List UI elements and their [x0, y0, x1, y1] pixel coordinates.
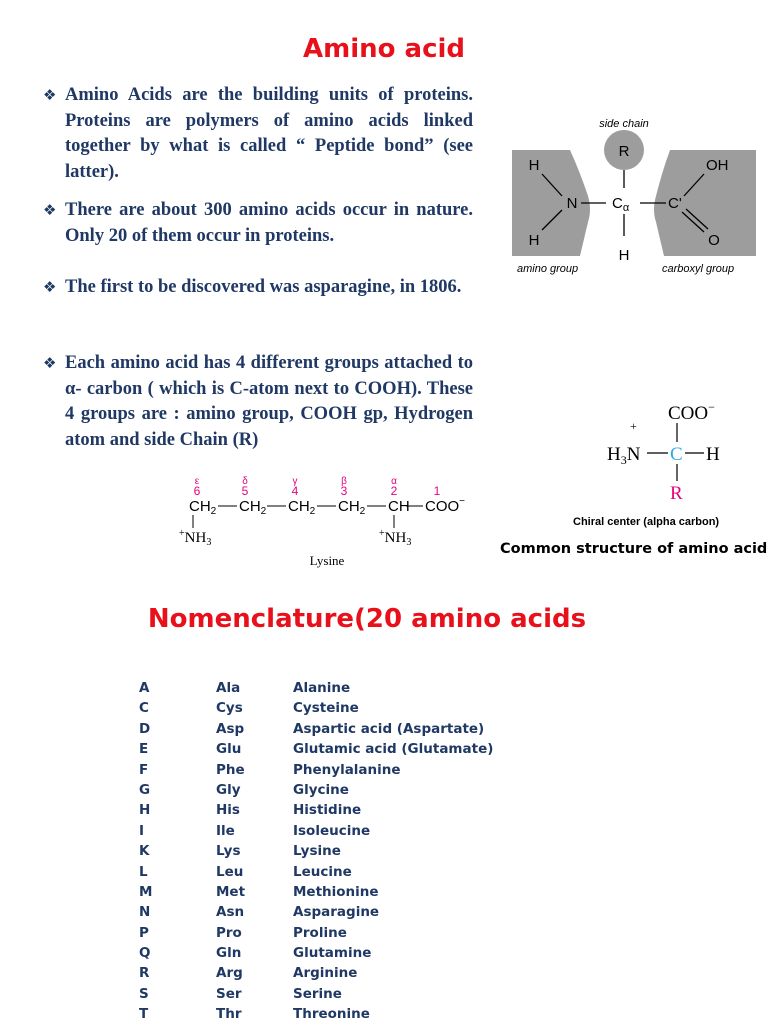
epsilon-amino-group: $^+NH_3$: [179, 528, 212, 548]
amino-acid-name: Aspartic acid (Aspartate): [293, 720, 485, 737]
hydrogen-label: H: [706, 444, 720, 465]
carbon-number-4: 4: [291, 484, 299, 498]
three-letter-code: Phe: [216, 761, 245, 778]
oxygen-label: O: [708, 232, 720, 249]
three-letter-code: Leu: [216, 863, 244, 880]
three-letter-code: Ser: [216, 985, 242, 1002]
one-letter-code: G: [139, 781, 151, 798]
bullet-text: Amino Acids are the building units of proteins. Proteins are polymers of amino acids linked together by what is called “ Peptide bond” (see latter).: [65, 85, 473, 182]
table-row: [0, 986, 768, 1006]
table-row: [0, 843, 768, 863]
carbon-number-3: 3: [340, 484, 348, 498]
one-letter-code: S: [139, 985, 149, 1002]
chiral-carbon-label: C: [670, 444, 683, 465]
three-letter-code: Asn: [216, 904, 245, 921]
one-letter-code: N: [139, 904, 151, 921]
amino-acid-name: Leucine: [293, 863, 352, 880]
table-row: [0, 782, 768, 802]
table-row: [0, 864, 768, 884]
alpha-amino-group: $^+NH_3$: [379, 528, 412, 548]
amino-acid-name: Proline: [293, 924, 347, 941]
bullet-text: The first to be discovered was asparagine, in 1806.: [65, 277, 462, 297]
lysine-caption: Lysine: [309, 553, 345, 568]
amino-acid-structure-diagram: [500, 112, 768, 282]
bullet-count: [43, 198, 473, 249]
bullet-first-discovered: [43, 275, 473, 301]
alpha-carbon-label: $C_\alpha$: [612, 195, 630, 214]
hydroxyl-label: OH: [706, 157, 729, 174]
amino-acid-name: Glutamine: [293, 945, 372, 962]
chiral-center-diagram: [600, 395, 740, 510]
r-group-label: R: [618, 143, 630, 160]
epsilon-label: ε: [194, 476, 200, 487]
diamond-bullet-icon: ❖: [43, 354, 57, 372]
ch2-group: $CH_2$: [189, 498, 217, 517]
one-letter-code: E: [139, 741, 149, 758]
amino-acid-table: [0, 680, 768, 1027]
three-letter-code: Met: [216, 883, 246, 900]
table-row: [0, 884, 768, 904]
table-row: [0, 741, 768, 761]
one-letter-code: R: [139, 965, 150, 982]
plus-charge: +: [630, 419, 637, 433]
amine-h-top: H: [528, 157, 540, 174]
three-letter-code: Pro: [216, 924, 242, 941]
nomenclature-title: Nomenclature(20 amino acids: [147, 604, 587, 634]
amino-acid-name: Glycine: [293, 781, 349, 798]
chiral-center-caption: Chiral center (alpha carbon): [573, 516, 720, 528]
amino-acid-name: Histidine: [293, 802, 362, 819]
ch2-group: $CH_2$: [239, 498, 267, 517]
carboxyl-group-label: carboxyl group: [662, 263, 735, 275]
delta-label: δ: [242, 476, 248, 487]
amino-acid-name: Serine: [293, 985, 342, 1002]
table-row: [0, 945, 768, 965]
nitrogen-label: N: [566, 195, 578, 212]
three-letter-code: His: [216, 802, 240, 819]
gamma-label: γ: [292, 476, 298, 487]
one-letter-code: K: [139, 843, 150, 860]
three-letter-code: Ala: [216, 680, 241, 696]
one-letter-code: H: [139, 802, 151, 819]
table-row: [0, 965, 768, 985]
alpha-hydrogen-label: H: [618, 247, 630, 264]
bullet-text: There are about 300 amino acids occur in nature. Only 20 of them occur in proteins.: [65, 200, 473, 246]
one-letter-code: D: [139, 720, 151, 737]
one-letter-code: C: [139, 700, 149, 717]
amino-acid-name: Lysine: [293, 843, 341, 860]
table-row: [0, 721, 768, 741]
side-chain-label: side chain: [599, 118, 649, 130]
three-letter-code: Gly: [216, 781, 241, 798]
amino-acid-name: Asparagine: [293, 904, 380, 921]
one-letter-code: L: [139, 863, 148, 880]
one-letter-code: F: [139, 761, 149, 778]
table-row: [0, 802, 768, 822]
table-row: [0, 823, 768, 843]
amine-h-bottom: H: [528, 232, 540, 249]
one-letter-code: A: [139, 680, 150, 696]
table-row: [0, 700, 768, 720]
three-letter-code: Thr: [216, 1006, 242, 1023]
three-letter-code: Arg: [216, 965, 243, 982]
three-letter-code: Gln: [216, 945, 242, 962]
one-letter-code: M: [139, 883, 153, 900]
carbon-number-2: 2: [390, 484, 398, 498]
amino-acid-name: Glutamic acid (Glutamate): [293, 741, 494, 758]
alpha-label: α: [391, 476, 397, 487]
amino-group-label: amino group: [517, 263, 579, 275]
amino-group-panel: [512, 150, 590, 256]
one-letter-code: P: [139, 924, 149, 941]
amino-label: $H_3N$: [607, 444, 641, 467]
coo-label: COO−: [668, 400, 715, 424]
table-row: [0, 925, 768, 945]
one-letter-code: Q: [139, 945, 151, 962]
one-letter-code: T: [139, 1006, 149, 1023]
carbon-number-6: 6: [193, 484, 201, 498]
one-letter-code: I: [139, 822, 145, 839]
amino-acid-name: Methionine: [293, 883, 379, 900]
three-letter-code: Lys: [216, 843, 241, 860]
amino-acid-name: Arginine: [293, 965, 358, 982]
bullet-text: Each amino acid has 4 different groups attached to α- carbon ( which is C-atom next to COOH). These 4 groups are : amino group, COOH gp, Hydrogen atom and side Chain (R): [65, 353, 473, 450]
amino-acid-name: Alanine: [293, 680, 351, 696]
bullet-building-units: [43, 83, 473, 185]
table-row: [0, 680, 768, 700]
ch2-group: $CH_2$: [288, 498, 316, 517]
table-row: [0, 762, 768, 782]
page-title: Amino acid: [302, 34, 466, 64]
common-structure-caption: Common structure of amino acid: [500, 541, 768, 557]
carbon-number-5: 5: [241, 484, 249, 498]
table-row: [0, 904, 768, 924]
three-letter-code: Ile: [216, 822, 235, 839]
amino-acid-name: Threonine: [293, 1006, 370, 1023]
beta-label: β: [341, 476, 347, 487]
coo-group: COO−: [425, 496, 466, 515]
ch2-group: $CH_2$: [338, 498, 366, 517]
diamond-bullet-icon: ❖: [43, 201, 57, 219]
amino-acid-name: Isoleucine: [293, 822, 371, 839]
amino-acid-name: Cysteine: [293, 700, 359, 717]
amino-acid-name: Phenylalanine: [293, 761, 401, 778]
r-group-label: R: [670, 483, 683, 504]
three-letter-code: Cys: [216, 700, 243, 717]
bullet-four-groups: [43, 351, 473, 453]
carbon-number-1: 1: [433, 484, 441, 498]
three-letter-code: Glu: [216, 741, 242, 758]
lysine-structure-diagram: [175, 474, 485, 574]
diamond-bullet-icon: ❖: [43, 278, 57, 296]
carbonyl-carbon-label: C': [668, 195, 682, 212]
diamond-bullet-icon: ❖: [43, 86, 57, 104]
three-letter-code: Asp: [216, 720, 245, 737]
ch-group: CH: [388, 498, 410, 515]
